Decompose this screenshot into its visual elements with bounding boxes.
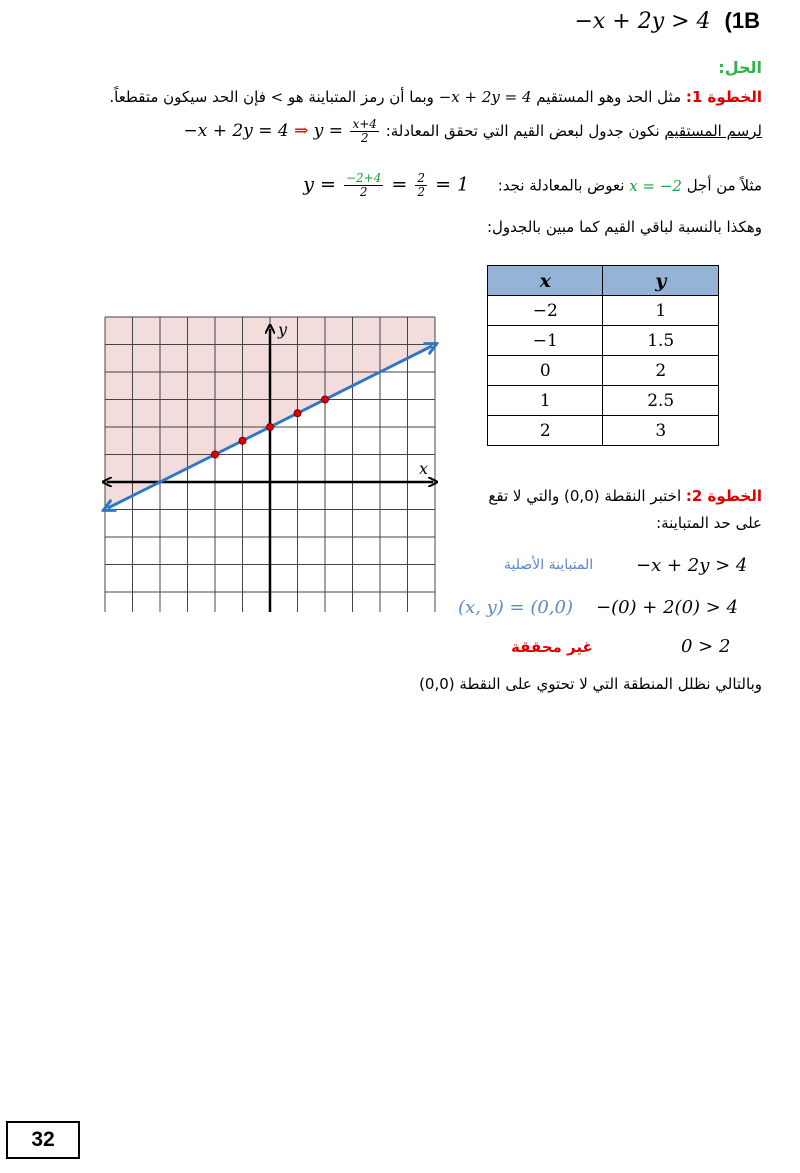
test-row2-label: (x, y) = (0,0)	[458, 597, 574, 618]
table-row	[488, 356, 719, 386]
frac-denominator: 2	[360, 131, 369, 146]
inequality-graph	[100, 312, 440, 612]
test-row1-expr: −x + 2y > 4	[636, 555, 748, 576]
step1-label: الخطوة 1:	[685, 88, 762, 106]
example-text-b: نعوض بالمعادلة نجد:	[497, 176, 630, 195]
draw-line-fraction	[350, 118, 378, 145]
step2-label: الخطوة 2:	[685, 487, 762, 505]
table-cell: 2.5	[603, 386, 719, 416]
example-eq: =	[391, 173, 408, 196]
draw-line-description	[184, 118, 762, 145]
step1-text-c: فإن الحد سيكون متقطعاً.	[109, 88, 271, 106]
example-line	[303, 172, 762, 199]
draw-line-underlined: لرسم المستقيم	[664, 122, 762, 141]
table-header-x: x	[488, 266, 603, 296]
step2-line-2: على حد المتباينة:	[656, 514, 762, 532]
data-point	[294, 410, 301, 417]
table-row	[488, 386, 719, 416]
x-axis-label: x	[419, 459, 429, 478]
y-axis-label: y	[278, 320, 288, 339]
table-cell: 2	[603, 356, 719, 386]
step1-text-a: مثل الحد وهو المستقيم	[531, 88, 686, 106]
frac1-denominator: 2	[359, 185, 368, 200]
test-row3-label: غير محققة	[511, 638, 593, 656]
step1-text-b: وبما أن رمز المتباينة هو	[283, 88, 439, 106]
table-cell: 3	[603, 416, 719, 446]
data-point	[267, 424, 274, 431]
table-cell: 1	[488, 386, 603, 416]
data-point	[239, 437, 246, 444]
table-row	[488, 416, 719, 446]
example-computation	[303, 172, 469, 199]
frac2-numerator: 2	[417, 171, 426, 185]
example-y-lhs: y =	[303, 173, 336, 196]
example-text-a: مثلاً من أجل	[681, 176, 762, 195]
table-header-y: y	[603, 266, 719, 296]
solution-title: الحل:	[718, 58, 762, 77]
values-table	[487, 265, 719, 446]
problem-number: (1B	[724, 8, 760, 33]
implies-arrow: ⇒	[294, 121, 309, 142]
table-cell: 2	[488, 416, 603, 446]
test-row1-label: المتباينة الأصلية	[504, 557, 594, 573]
rest-values-text: وهكذا بالنسبة لباقي القيم كما مبين بالجدول:	[486, 218, 762, 236]
problem-statement	[574, 8, 760, 34]
table-header-row	[488, 266, 719, 296]
draw-line-equation	[184, 118, 381, 145]
step1-equation: −x + 2y = 4	[438, 88, 532, 106]
step1-symbol: <	[270, 88, 284, 106]
test-row2-expr: −(0) + 2(0) > 4	[596, 597, 739, 618]
draw-line-eq-y: y =	[313, 121, 344, 142]
page-number: 32	[6, 1121, 80, 1159]
problem-expression: −x + 2y > 4	[574, 9, 711, 34]
data-point	[212, 451, 219, 458]
example-frac1	[344, 172, 383, 199]
frac1-numerator: −2+4	[345, 171, 382, 185]
step2-line	[488, 487, 762, 505]
table-cell: 0	[488, 356, 603, 386]
test-row3-expr: 0 > 2	[681, 636, 731, 657]
table-cell: 1	[603, 296, 719, 326]
step1-line	[109, 88, 762, 106]
frac-numerator: x+4	[352, 117, 377, 131]
draw-line-eq-left: −x + 2y = 4	[183, 121, 289, 142]
table-row	[488, 326, 719, 356]
example-result: = 1	[435, 173, 470, 196]
data-point	[322, 396, 329, 403]
table-cell: −2	[488, 296, 603, 326]
conclusion-text: وبالتالي نظلل المنطقة التي لا تحتوي على النقطة (0,0)	[419, 675, 762, 693]
frac2-denominator: 2	[417, 185, 426, 200]
example-x-value: x = −2	[629, 176, 682, 195]
table-row	[488, 296, 719, 326]
example-frac2	[415, 172, 427, 199]
table-cell: −1	[488, 326, 603, 356]
step2-text-a: اختبر النقطة (0,0) والتي لا تقع	[488, 487, 686, 505]
draw-line-text: نكون جدول لبعض القيم التي تحقق المعادلة:	[380, 122, 665, 141]
table-cell: 1.5	[603, 326, 719, 356]
